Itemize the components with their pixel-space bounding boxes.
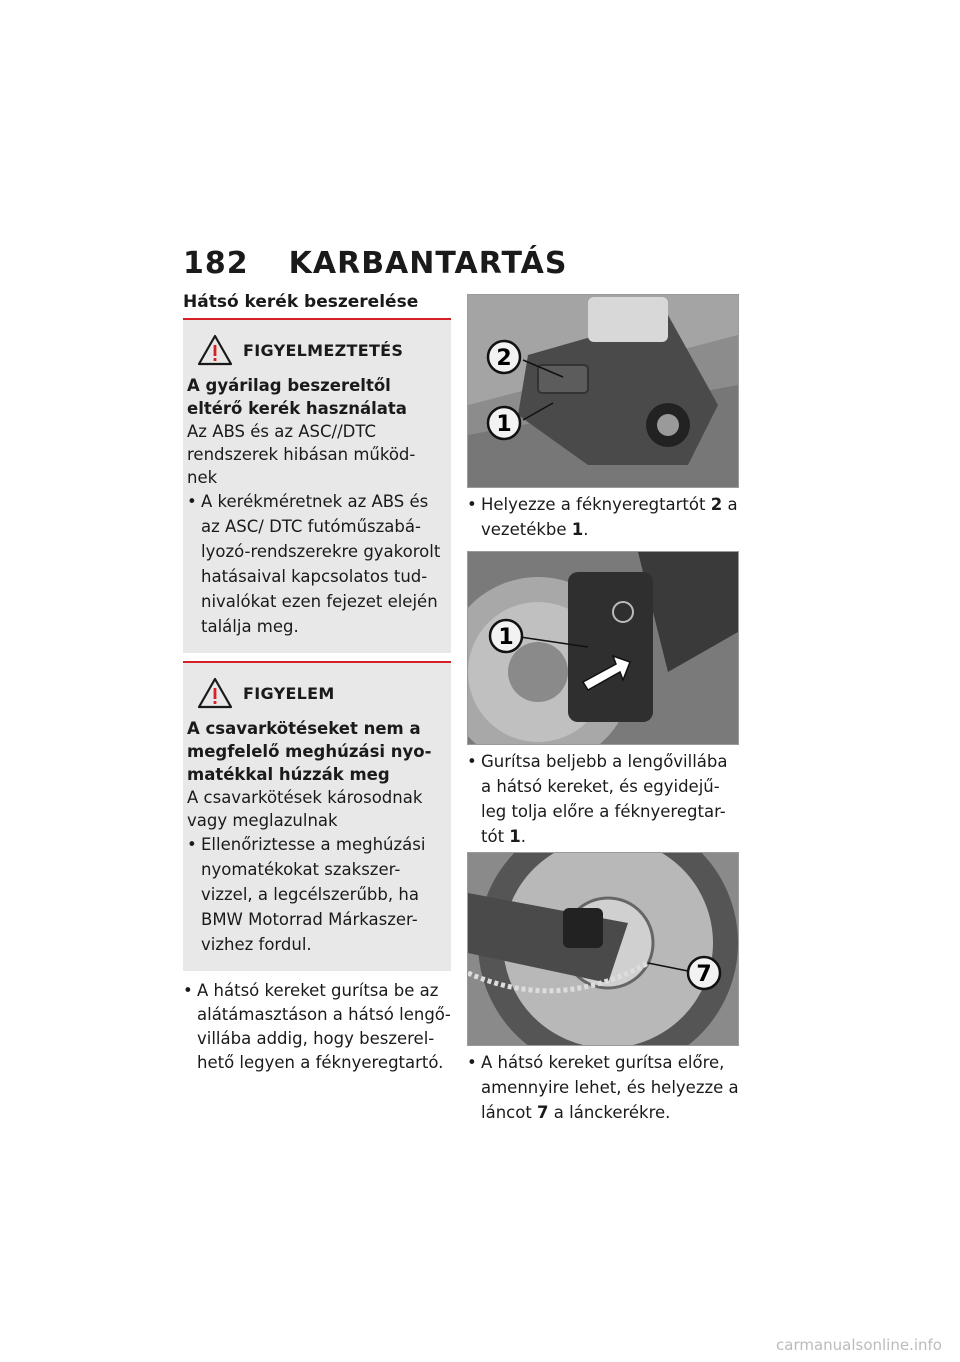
left-step-text: A hátsó kereket gurítsa be az alátámasztáson a hátsó lengő-villába addig, hogy beszerel-hető legyen a féknyeregtartó. [197, 981, 451, 1072]
figure-chain-sprocket [467, 852, 739, 1046]
figure-block-2 [467, 551, 739, 849]
warning-box [183, 318, 451, 653]
page-number: 182 [183, 246, 249, 281]
footer-watermark: carmanualsonline.info [776, 1336, 942, 1354]
figure-3-step-text: A hátsó kereket gurítsa előre, amennyire lehet, és helyezze a láncot [481, 1053, 739, 1122]
caution-box [183, 661, 451, 971]
left-steps [183, 979, 451, 1075]
figure-1-ref-2: 2 [710, 495, 723, 514]
figure-2-ref-1: 1 [509, 827, 521, 846]
figure-1-step-end: . [583, 520, 589, 539]
left-step: • A hátsó kereket gurítsa be az alátámasztáson a hátsó lengő-villába addig, hogy beszerel-hető legyen a féknyeregtartó. [183, 979, 451, 1075]
warning-bullet: • A kerékméretnek az ABS és az ASC/ DTC futóműszabá-lyozó-rendszerekre gyakorolt hatásaival kapcsolatos tud-nivalókat ezen fejezet elején találja meg. [187, 489, 445, 639]
caution-bullet: • Ellenőriztesse a meghúzási nyomatékokat szakszer-vizzel, a legcélszerűbb, ha BMW Motorrad Márkaszer-vizhez fordul. [187, 832, 445, 957]
page-header [183, 246, 567, 281]
figure-2-step-end: . [520, 827, 527, 846]
figure-1-label-1: 1 [496, 412, 512, 437]
warning-bullet-text: A kerékméretnek az ABS és az ASC/ DTC futóműszabá-lyozó-rendszerekre gyakorolt hatásaival kapcsolatos tud-nivalókat ezen fejezet elején találja meg. [201, 492, 441, 636]
figure-2-step: • Gurítsa beljebb a lengővillába a hátsó kereket, és egyidejű-leg tolja előre a féknyeregtar-tót 1. [467, 752, 728, 846]
figure-block-3 [467, 852, 739, 1125]
warning-effect: Az ABS és az ASC//DTC rendszerek hibásan működ-nek [187, 422, 416, 487]
warning-cause: A gyárilag beszereltől eltérő kerék használata [187, 376, 407, 418]
figure-1-ref-1: 1 [571, 520, 584, 539]
section-title: Hátsó kerék beszerelése [183, 292, 419, 312]
warning-title: FIGYELMEZTETÉS [243, 340, 404, 360]
figure-3-step: • A hátsó kereket gurítsa előre, amennyire lehet, és helyezze a láncot 7 a lánckerékre. [467, 1053, 739, 1122]
figure-caliper-carrier [467, 294, 739, 488]
figure-1-step: • Helyezze a féknyeregtartót 2 a vezetékbe 1. [467, 495, 738, 539]
caution-cause: A csavarkötéseket nem a megfelelő meghúzási nyo-matékkal húzzák meg [187, 719, 432, 784]
figure-2-label-1: 1 [498, 625, 514, 650]
figure-3-step-end: a lánckerékre. [548, 1103, 671, 1122]
figure-1-step-text: Helyezze a féknyeregtartót [481, 495, 711, 514]
figure-block-1 [467, 294, 739, 542]
figure-wheel-insert [467, 551, 739, 745]
figure-3-label-7: 7 [696, 962, 712, 987]
caution-title: FIGYELEM [243, 683, 335, 703]
warning-triangle-icon [197, 334, 233, 366]
chapter-title: KARBANTARTÁS [288, 246, 568, 281]
caution-bullet-text: Ellenőriztesse a meghúzási nyomatékokat szakszer-vizzel, a legcélszerűbb, ha BMW Motorrad Márkaszer-vizhez fordul. [201, 835, 426, 954]
figure-2-step-text: Gurítsa beljebb a lengővillába a hátsó kereket, és egyidejű-leg tolja előre a féknyeregtar-tót [481, 752, 728, 846]
figure-3-ref-7: 7 [537, 1103, 549, 1122]
figure-1-step-mid: a vezetékbe [481, 495, 738, 539]
caution-effect: A csavarkötések károsodnak vagy meglazulnak [187, 788, 423, 830]
caution-triangle-icon [197, 677, 233, 709]
figure-1-label-2: 2 [496, 346, 512, 371]
left-column [183, 318, 451, 1075]
